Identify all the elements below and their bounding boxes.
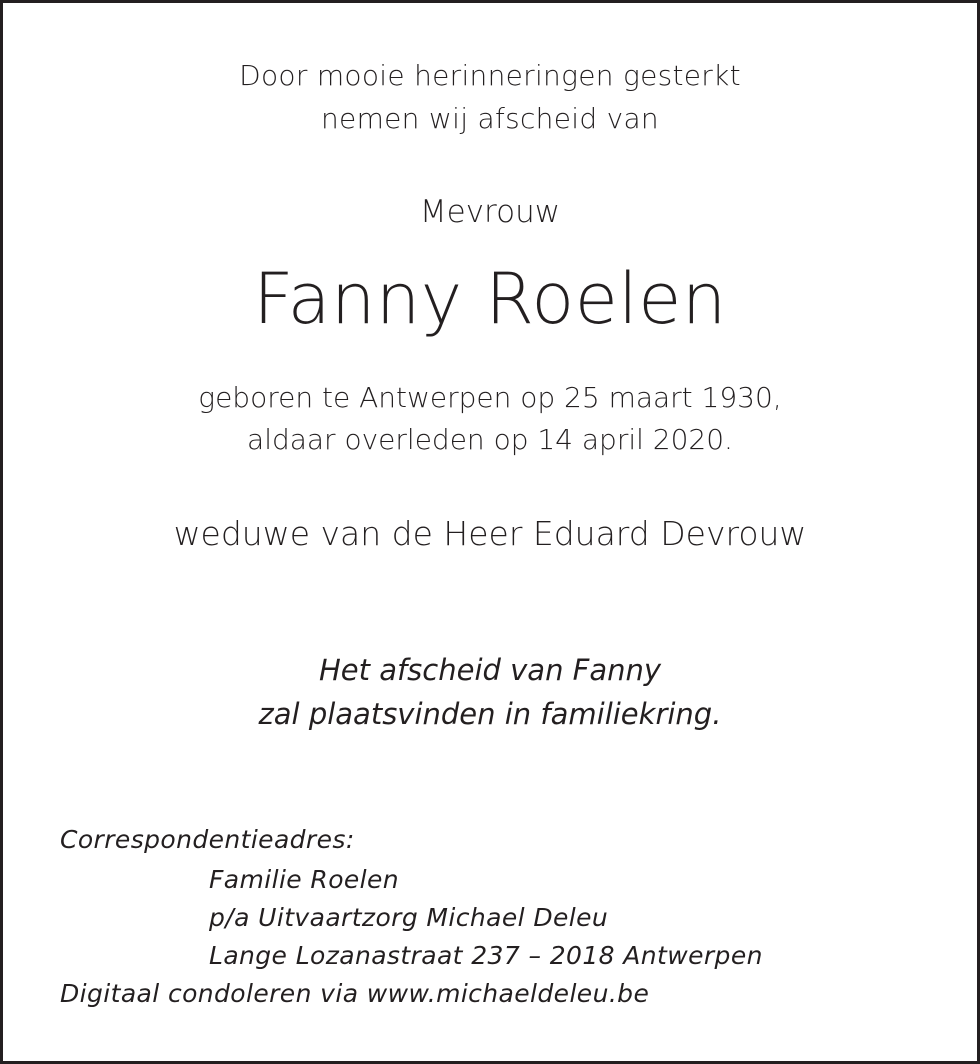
intro-line-1: Door mooie herinneringen gesterkt <box>239 59 741 92</box>
correspondence-label: Correspondentieadres: <box>60 825 355 854</box>
address-line-3: Lange Lozanastraat 237 – 2018 Antwerpen <box>209 941 763 970</box>
farewell-line-2: zal plaatsvinden in familiekring. <box>258 697 722 731</box>
deceased-name: Fanny Roelen <box>253 258 727 340</box>
widow-line: weduwe van de Heer Eduard Devrouw <box>173 514 807 553</box>
address-line-1: Familie Roelen <box>209 865 400 894</box>
address-line-2: p/a Uitvaartzorg Michael Deleu <box>209 903 609 932</box>
condolence-line: Digitaal condoleren via www.michaeldeleu.be <box>60 979 650 1008</box>
birth-line: geboren te Antwerpen op 25 maart 1930, <box>198 381 782 414</box>
farewell-line-1: Het afscheid van Fanny <box>318 653 662 687</box>
honorific-title: Mevrouw <box>419 194 561 230</box>
intro-line-2: nemen wij afscheid van <box>321 102 659 135</box>
death-line: aldaar overleden op 14 april 2020. <box>247 423 733 456</box>
